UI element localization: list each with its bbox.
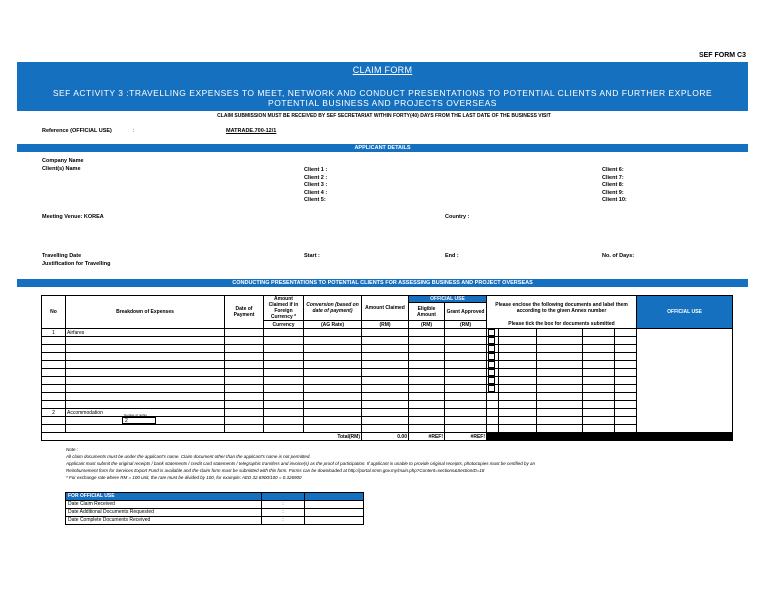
cell[interactable]	[583, 353, 615, 361]
cell[interactable]	[445, 329, 487, 337]
cell[interactable]	[537, 425, 583, 433]
cell[interactable]	[225, 385, 264, 393]
total-black-fill	[487, 433, 733, 441]
cell[interactable]	[537, 393, 583, 401]
cell[interactable]	[362, 409, 409, 417]
cell	[42, 377, 66, 385]
cell[interactable]	[615, 377, 637, 385]
cell[interactable]	[66, 377, 225, 385]
note-line-2: Applicant must submit the original receipts / bank statements / credit card statements / telegraphic transfers and invoice(s) as the proof of participation. If applicant is unable to provide original receipts, photocopies must be certified by an	[66, 461, 535, 466]
meeting-venue: Meeting Venue: KOREA	[42, 214, 104, 220]
cell[interactable]	[66, 369, 225, 377]
checkbox-cell	[487, 417, 499, 425]
cell[interactable]	[583, 417, 615, 425]
days-label: No. of Days:	[602, 253, 635, 259]
cell	[42, 393, 66, 401]
colon: :	[262, 509, 305, 517]
cell[interactable]	[583, 401, 615, 409]
cell[interactable]	[264, 377, 304, 385]
cell[interactable]	[304, 409, 362, 417]
cell[interactable]	[264, 369, 304, 377]
cell[interactable]	[583, 425, 615, 433]
table-row	[42, 361, 733, 369]
nights-value: 2	[125, 418, 128, 424]
client-4-label: Client 4 :	[304, 189, 328, 196]
cell[interactable]	[445, 409, 487, 417]
reference-label: Reference (OFFICIAL USE)	[42, 128, 112, 134]
document-checkbox[interactable]	[488, 361, 495, 368]
cell[interactable]	[409, 369, 445, 377]
cell[interactable]	[615, 345, 637, 353]
cell[interactable]	[583, 345, 615, 353]
cell[interactable]	[537, 385, 583, 393]
cell[interactable]	[66, 361, 225, 369]
cell[interactable]	[615, 393, 637, 401]
cell	[42, 417, 66, 425]
cell[interactable]	[409, 425, 445, 433]
document-checkbox[interactable]	[488, 369, 495, 376]
official-use-table	[65, 492, 364, 525]
note-line-4: * For exchange rate where RM = 100 unit, the rate must be divided by 100, for example: AED 32.6900/100 = 0.326900	[66, 475, 302, 480]
cell[interactable]	[615, 417, 637, 425]
cell[interactable]	[499, 361, 537, 369]
cell	[42, 401, 66, 409]
cell[interactable]	[499, 409, 537, 417]
document-checkbox[interactable]	[488, 337, 495, 344]
cell[interactable]	[362, 345, 409, 353]
cell[interactable]	[583, 409, 615, 417]
col-conversion-header: Conversion (based on date of payment)	[304, 296, 362, 321]
cell	[42, 361, 66, 369]
official-use-right-header: OFFICIAL USE	[637, 296, 733, 329]
col-amount-foreign-header: Amount Claimed if in Foreign Currency *	[264, 296, 304, 321]
cell[interactable]	[225, 377, 264, 385]
cell[interactable]	[264, 409, 304, 417]
cell[interactable]	[537, 377, 583, 385]
cell[interactable]	[583, 385, 615, 393]
cell[interactable]	[499, 393, 537, 401]
enclose-documents-header: Please enclose the following documents and label them according to the given Annex number	[487, 296, 637, 321]
total-spacer	[42, 433, 304, 441]
cell[interactable]	[304, 353, 362, 361]
table-row	[42, 393, 733, 401]
cell	[262, 493, 305, 501]
form-title: CLAIM FORM	[352, 65, 413, 75]
cell[interactable]	[362, 369, 409, 377]
cell[interactable]	[362, 329, 409, 337]
table-row	[42, 385, 733, 393]
tick-instructions-header: Please tick the box for documents submitted	[487, 321, 637, 329]
cell	[42, 369, 66, 377]
cell[interactable]	[304, 345, 362, 353]
cell[interactable]	[499, 385, 537, 393]
client-9-label: Client 9:	[602, 189, 624, 196]
col-currency-header: Currency	[264, 321, 304, 329]
cell[interactable]	[66, 345, 225, 353]
cell[interactable]	[264, 425, 304, 433]
table-row	[42, 353, 733, 361]
cell[interactable]	[304, 385, 362, 393]
col-rm-header-1: (RM)	[362, 321, 409, 329]
cell	[42, 385, 66, 393]
cell[interactable]	[537, 345, 583, 353]
cell[interactable]	[225, 345, 264, 353]
cell[interactable]	[304, 401, 362, 409]
cell[interactable]	[225, 417, 264, 425]
cell[interactable]	[304, 369, 362, 377]
checkbox-cell	[487, 361, 499, 369]
cell	[305, 493, 364, 501]
form-subtitle: SEF ACTIVITY 3 :TRAVELLING EXPENSES TO MEET, NETWORK AND CONDUCT PRESENTATIONS TO POTENTIAL CLIENTS AND FURTHER EXPLORE POTENTIAL BUSINESS AND PROJECTS OVERSEAS	[52, 88, 713, 108]
cell[interactable]	[615, 401, 637, 409]
total-eligible: #REF!	[409, 433, 445, 441]
checkbox-cell	[487, 393, 499, 401]
checkbox-cell	[487, 345, 499, 353]
table-row	[66, 509, 364, 517]
total-grant: #REF!	[445, 433, 487, 441]
cell[interactable]	[225, 369, 264, 377]
table-row	[66, 517, 364, 525]
cell[interactable]	[537, 417, 583, 425]
checkbox-cell	[487, 385, 499, 393]
checkbox-cell	[487, 409, 499, 417]
client-names-label: Client(s) Name	[42, 166, 81, 172]
note-line-1: All claim documents must be under the applicant's name. Claim document other than the applicant's name is not permitted.	[66, 454, 311, 459]
client-5-label: Client 5:	[304, 197, 326, 203]
cell[interactable]	[615, 329, 637, 337]
item-2-number: 2	[42, 409, 66, 417]
cell[interactable]	[499, 369, 537, 377]
col-ag-rate-header: (AG Rate)	[304, 321, 362, 329]
cell[interactable]	[409, 393, 445, 401]
document-checkbox[interactable]	[488, 353, 495, 360]
justification-label: Justification for Travelling	[42, 261, 111, 267]
notes-heading: Note :	[66, 447, 79, 452]
table-row	[66, 501, 364, 509]
cell[interactable]	[409, 337, 445, 345]
date-claim-received-value[interactable]	[305, 501, 364, 509]
travelling-date-label: Travelling Date	[42, 253, 82, 259]
cell[interactable]	[499, 337, 537, 345]
date-additional-docs-value[interactable]	[305, 509, 364, 517]
cell[interactable]	[583, 337, 615, 345]
checkbox-cell	[487, 425, 499, 433]
cell[interactable]	[264, 337, 304, 345]
col-rm-header-3: (RM)	[445, 321, 487, 329]
checkbox-cell	[487, 401, 499, 409]
document-checkbox[interactable]	[488, 385, 495, 392]
cell[interactable]	[362, 385, 409, 393]
cell[interactable]	[409, 377, 445, 385]
cell[interactable]	[615, 385, 637, 393]
table-row	[42, 329, 733, 337]
cell[interactable]	[499, 329, 537, 337]
table-row	[42, 369, 733, 377]
cell[interactable]	[445, 377, 487, 385]
cell	[42, 353, 66, 361]
cell[interactable]	[362, 377, 409, 385]
end-date-label: End :	[445, 253, 459, 259]
cell[interactable]	[409, 329, 445, 337]
checkbox-cell	[487, 353, 499, 361]
cell[interactable]	[264, 353, 304, 361]
cell[interactable]	[445, 353, 487, 361]
cell[interactable]	[499, 425, 537, 433]
cell[interactable]	[264, 361, 304, 369]
cell[interactable]	[499, 353, 537, 361]
cell[interactable]	[264, 393, 304, 401]
cell[interactable]	[409, 385, 445, 393]
total-label: Total(RM)	[304, 433, 362, 441]
cell[interactable]	[445, 401, 487, 409]
cell[interactable]	[362, 393, 409, 401]
cell[interactable]	[304, 425, 362, 433]
document-checkbox[interactable]	[488, 377, 495, 384]
cell[interactable]	[445, 369, 487, 377]
table-row	[42, 345, 733, 353]
cell[interactable]	[445, 337, 487, 345]
official-use-right-cell[interactable]	[637, 329, 733, 433]
clients-right-list	[602, 167, 627, 205]
cell[interactable]	[537, 353, 583, 361]
cell[interactable]	[537, 409, 583, 417]
item-1-name[interactable]: Airfares	[66, 329, 225, 337]
cell	[42, 337, 66, 345]
item-1-number: 1	[42, 329, 66, 337]
col-date-payment-header: Date of Payment	[225, 296, 264, 329]
cell[interactable]	[362, 417, 409, 425]
applicant-details-bar: APPLICANT DETAILS	[17, 144, 748, 152]
cell[interactable]	[264, 329, 304, 337]
cell[interactable]	[615, 425, 637, 433]
cell[interactable]	[66, 337, 225, 345]
col-amount-claimed-header: Amount Claimed	[362, 296, 409, 321]
reference-colon: :	[133, 128, 135, 134]
table-row	[42, 337, 733, 345]
cell[interactable]	[615, 361, 637, 369]
col-rm-header-2: (RM)	[409, 321, 445, 329]
cell[interactable]	[66, 401, 225, 409]
cell[interactable]	[583, 377, 615, 385]
col-no-header: No	[42, 296, 66, 329]
cell[interactable]	[537, 361, 583, 369]
nights-cell	[66, 413, 225, 425]
cell[interactable]	[362, 337, 409, 345]
expenses-header-row-1	[42, 296, 733, 303]
client-10-label: Client 10:	[602, 197, 627, 203]
cell[interactable]	[66, 353, 225, 361]
client-2-label: Client 2 :	[304, 174, 328, 181]
colon: :	[262, 501, 305, 509]
total-amount: 0.00	[362, 433, 409, 441]
cell[interactable]	[409, 361, 445, 369]
cell[interactable]	[537, 369, 583, 377]
cell[interactable]	[264, 417, 304, 425]
checkbox-cell	[487, 329, 499, 337]
col-grant-header: Grant Approved	[445, 303, 487, 321]
client-8-label: Client 8:	[602, 182, 624, 188]
document-checkbox[interactable]	[488, 345, 495, 352]
checkbox-cell	[487, 369, 499, 377]
cell[interactable]	[304, 337, 362, 345]
cell[interactable]	[225, 401, 264, 409]
document-checkbox[interactable]	[488, 329, 495, 336]
table-row	[42, 417, 733, 425]
cell[interactable]	[445, 393, 487, 401]
cell[interactable]	[225, 329, 264, 337]
expenses-table	[41, 295, 733, 441]
cell[interactable]	[445, 425, 487, 433]
country-label: Country :	[445, 214, 470, 220]
header-banner	[17, 62, 748, 111]
expenses-section-bar: CONDUCTING PRESENTATIONS TO POTENTIAL CLIENTS FOR ASSESSING BUSINESS AND PROJECT OVERSEAS	[17, 279, 748, 287]
table-row	[42, 401, 733, 409]
date-complete-docs-value[interactable]	[305, 517, 364, 525]
client-3-label: Client 3 :	[304, 182, 328, 188]
client-7-label: Client 7:	[602, 174, 624, 181]
total-row	[42, 433, 733, 441]
reference-value: MATRADE.700-12/1	[226, 128, 277, 134]
cell[interactable]	[264, 401, 304, 409]
note-line-3: Reimbursement form for Services Export Fund is available and the claim form must be submitted with this form. Forms can be downloaded at http://portal.smm.gov.my/main.php?Content=sections&SectionID=18	[66, 468, 485, 473]
cell[interactable]	[583, 329, 615, 337]
date-complete-docs-label: Date Complete Documents Received	[66, 517, 262, 525]
cell	[42, 345, 66, 353]
cell[interactable]	[225, 393, 264, 401]
cell[interactable]	[304, 393, 362, 401]
submission-notice: CLAIM SUBMISSION MUST BE RECEIVED BY SEF SECRETARIAT WITHIN FORTY(40) DAYS FROM THE LAST DATE OF THE BUSINESS VISIT	[217, 113, 551, 119]
cell[interactable]	[615, 353, 637, 361]
cell[interactable]	[304, 417, 362, 425]
cell[interactable]	[409, 345, 445, 353]
cell[interactable]	[583, 369, 615, 377]
official-use-title-row	[66, 493, 364, 501]
cell[interactable]	[499, 377, 537, 385]
cell[interactable]	[66, 425, 225, 433]
cell[interactable]	[304, 361, 362, 369]
date-additional-docs-label: Date Additional Documents Requested	[66, 509, 262, 517]
checkbox-cell	[487, 337, 499, 345]
colon: :	[262, 517, 305, 525]
cell[interactable]	[499, 401, 537, 409]
col-eligible-header: Eligible Amount	[409, 303, 445, 321]
cell[interactable]	[615, 369, 637, 377]
cell[interactable]	[409, 401, 445, 409]
item-2-name[interactable]: Accommodation	[66, 409, 225, 417]
cell[interactable]	[362, 425, 409, 433]
start-date-label: Start :	[304, 253, 320, 259]
cell[interactable]	[583, 361, 615, 369]
checkbox-cell	[487, 377, 499, 385]
form-code: SEF FORM C3	[698, 52, 746, 59]
cell[interactable]	[225, 353, 264, 361]
cell[interactable]	[445, 385, 487, 393]
cell[interactable]	[537, 401, 583, 409]
cell[interactable]	[264, 345, 304, 353]
nights-caption: Number of nights	[124, 413, 147, 417]
table-row	[42, 425, 733, 433]
client-1-label: Client 1 :	[304, 167, 328, 173]
cell[interactable]	[499, 345, 537, 353]
cell[interactable]	[66, 393, 225, 401]
cell[interactable]	[537, 337, 583, 345]
official-use-header: OFFICIAL USE	[409, 296, 487, 303]
cell[interactable]	[409, 353, 445, 361]
cell[interactable]	[583, 393, 615, 401]
cell[interactable]	[362, 401, 409, 409]
cell[interactable]	[409, 417, 445, 425]
cell[interactable]	[304, 329, 362, 337]
cell[interactable]	[615, 337, 637, 345]
company-name-label: Company Name	[42, 158, 84, 164]
cell[interactable]	[264, 385, 304, 393]
cell[interactable]	[445, 345, 487, 353]
official-use-title: FOR OFFICIAL USE	[66, 493, 262, 501]
cell[interactable]	[304, 377, 362, 385]
cell[interactable]	[499, 417, 537, 425]
cell[interactable]	[537, 329, 583, 337]
cell[interactable]	[409, 409, 445, 417]
col-breakdown-header: Breakdown of Expenses	[66, 296, 225, 329]
table-row	[42, 377, 733, 385]
cell	[42, 425, 66, 433]
cell[interactable]	[362, 361, 409, 369]
cell[interactable]	[445, 417, 487, 425]
cell[interactable]	[225, 361, 264, 369]
nights-input[interactable]	[122, 413, 156, 424]
cell[interactable]	[66, 385, 225, 393]
cell[interactable]	[225, 409, 264, 417]
clients-left-list	[304, 167, 327, 205]
cell[interactable]	[225, 425, 264, 433]
cell[interactable]	[362, 353, 409, 361]
cell[interactable]	[615, 409, 637, 417]
client-6-label: Client 6:	[602, 167, 624, 173]
cell[interactable]	[445, 361, 487, 369]
cell[interactable]	[225, 337, 264, 345]
date-claim-received-label: Date Claim Received	[66, 501, 262, 509]
